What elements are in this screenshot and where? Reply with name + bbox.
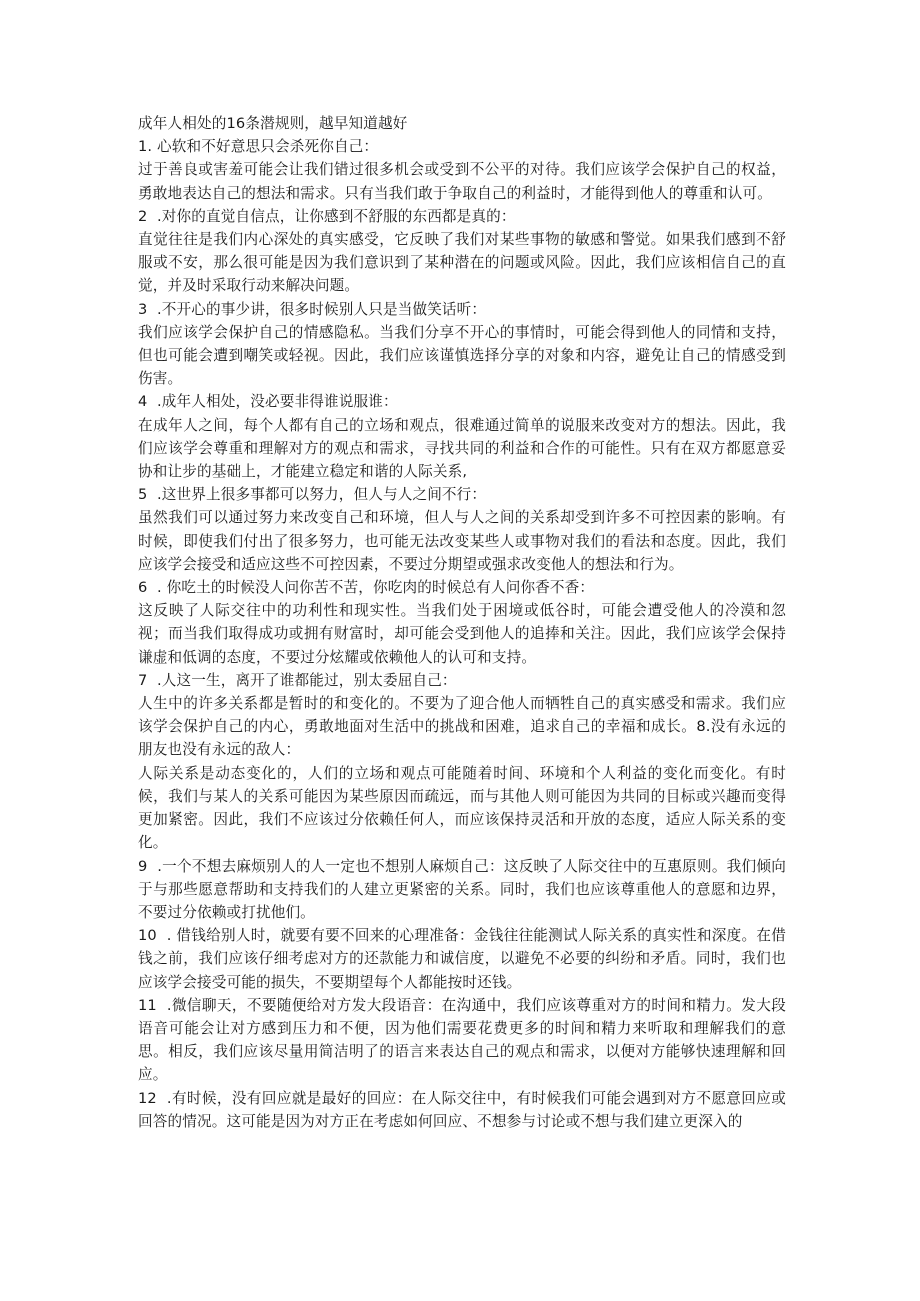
section-heading: 7 .人这一生，离开了谁都能过，别太委屈自己： [138, 671, 457, 689]
paragraph: 9 .一个不想去麻烦别人的人一定也不想别人麻烦自己：这反映了人际交往中的互惠原则。我们倾向于与那些愿意帮助和支持我们的人建立更紧密的关系。同时，我们也应该尊重他人的意愿和边界，不要过分依赖或打扰他们。 [138, 857, 786, 921]
paragraph: 这反映了人际交往中的功利性和现实性。当我们处于困境或低谷时，可能会遭受他人的冷漠和忽视；而当我们取得成功或拥有财富时，却可能会受到他人的追捧和关注。因此，我们应该学会保持谦虚和低调的态度，不要过分炫耀或依赖他人的认可和支持。 [138, 602, 786, 666]
paragraph: 10 . 借钱给别人时，就要有要不回来的心理准备：金钱往往能测试人际关系的真实性和深度。在借钱之前，我们应该仔细考虑对方的还款能力和诚信度，以避免不必要的纠纷和矛盾。同时，我们也应该学会接受可能的损失，不要期望每个人都能按时还钱。 [138, 927, 786, 991]
paragraph: 人际关系是动态变化的，人们的立场和观点可能随着时间、环境和个人利益的变化而变化。有时候，我们与某人的关系可能因为某些原因而疏远，而与其他人则可能因为共同的目标或兴趣而变得更加紧密。因此，我们不应该过分依赖任何人，而应该保持灵活和开放的态度，适应人际关系的变化。 [138, 764, 786, 852]
paragraph: 11 .微信聊天，不要随便给对方发大段语音：在沟通中，我们应该尊重对方的时间和精力。发大段语音可能会让对方感到压力和不便，因为他们需要花费更多的时间和精力来听取和理解我们的意思。相反，我们应该尽量用简洁明了的语言来表达自己的观点和需求，以便对方能够快速理解和回应。 [138, 996, 786, 1084]
section-heading: 1. 心软和不好意思只会杀死你自己： [138, 138, 379, 156]
section-heading: 4 .成年人相处，没必要非得谁说服谁： [138, 393, 398, 411]
paragraph: 在成年人之间，每个人都有自己的立场和观点，很难通过简单的说服来改变对方的想法。因此，我们应该学会尊重和理解对方的观点和需求，寻找共同的利益和合作的可能性。只有在双方都愿意妥协和让步的基础上，才能建立稳定和谐的人际关系, [138, 416, 786, 481]
paragraph: 过于善良或害羞可能会让我们错过很多机会或受到不公平的对待。我们应该学会保护自己的权益，勇敢地表达自己的想法和需求。只有当我们敢于争取自己的利益时，才能得到他人的尊重和认可。 [138, 161, 786, 202]
paragraph: 12 .有时候，没有回应就是最好的回应：在人际交往中，有时候我们可能会遇到对方不愿意回应或回答的情况。这可能是因为对方正在考虑如何回应、不想参与讨论或不想与我们建立更深入的 [138, 1089, 786, 1130]
paragraph: 虽然我们可以通过努力来改变自己和环境，但人与人之间的关系却受到许多不可控因素的影响。有时候，即使我们付出了很多努力，也可能无法改变某些人或事物对我们的看法和态度。因此，我们应该学会接受和适应这些不可控因素，不要过分期望或强求改变他人的想法和行为。 [138, 509, 786, 573]
document-title: 成年人相处的16条潜规则，越早知道越好 [138, 115, 408, 132]
section-heading: 3 .不开心的事少讲，很多时候别人只是当做笑话听： [138, 300, 487, 318]
paragraph: 我们应该学会保护自己的情感隐私。当我们分享不开心的事情时，可能会得到他人的同情和支持，但也可能会遭到嘲笑或轻视。因此，我们应该谨慎选择分享的对象和内容，避免让自己的情感受到伤害。 [138, 323, 786, 388]
section-heading: 5 .这世界上很多事都可以努力，但人与人之间不行： [138, 486, 487, 504]
document-page [138, 112, 786, 1133]
section-heading: 2 .对你的直觉自信点，让你感到不舒服的东西都是真的： [138, 207, 516, 225]
section-heading: 6 . 你吃土的时候没人问你苦不苦，你吃肉的时候总有人问你香不香： [138, 579, 595, 597]
paragraph: 人生中的许多关系都是暂时的和变化的。不要为了迎合他人而牺牲自己的真实感受和需求。我们应该学会保护自己的内心，勇敢地面对生活中的挑战和困难，追求自己的幸福和成长。8.没有永远的朋友也没有永远的敌人： [138, 695, 786, 759]
paragraph: 直觉往往是我们内心深处的真实感受，它反映了我们对某些事物的敏感和警觉。如果我们感到不舒服或不安，那么很可能是因为我们意识到了某种潜在的问题或风险。因此，我们应该相信自己的直觉，并及时采取行动来解决问题。 [138, 231, 786, 295]
document-body [138, 135, 786, 1133]
